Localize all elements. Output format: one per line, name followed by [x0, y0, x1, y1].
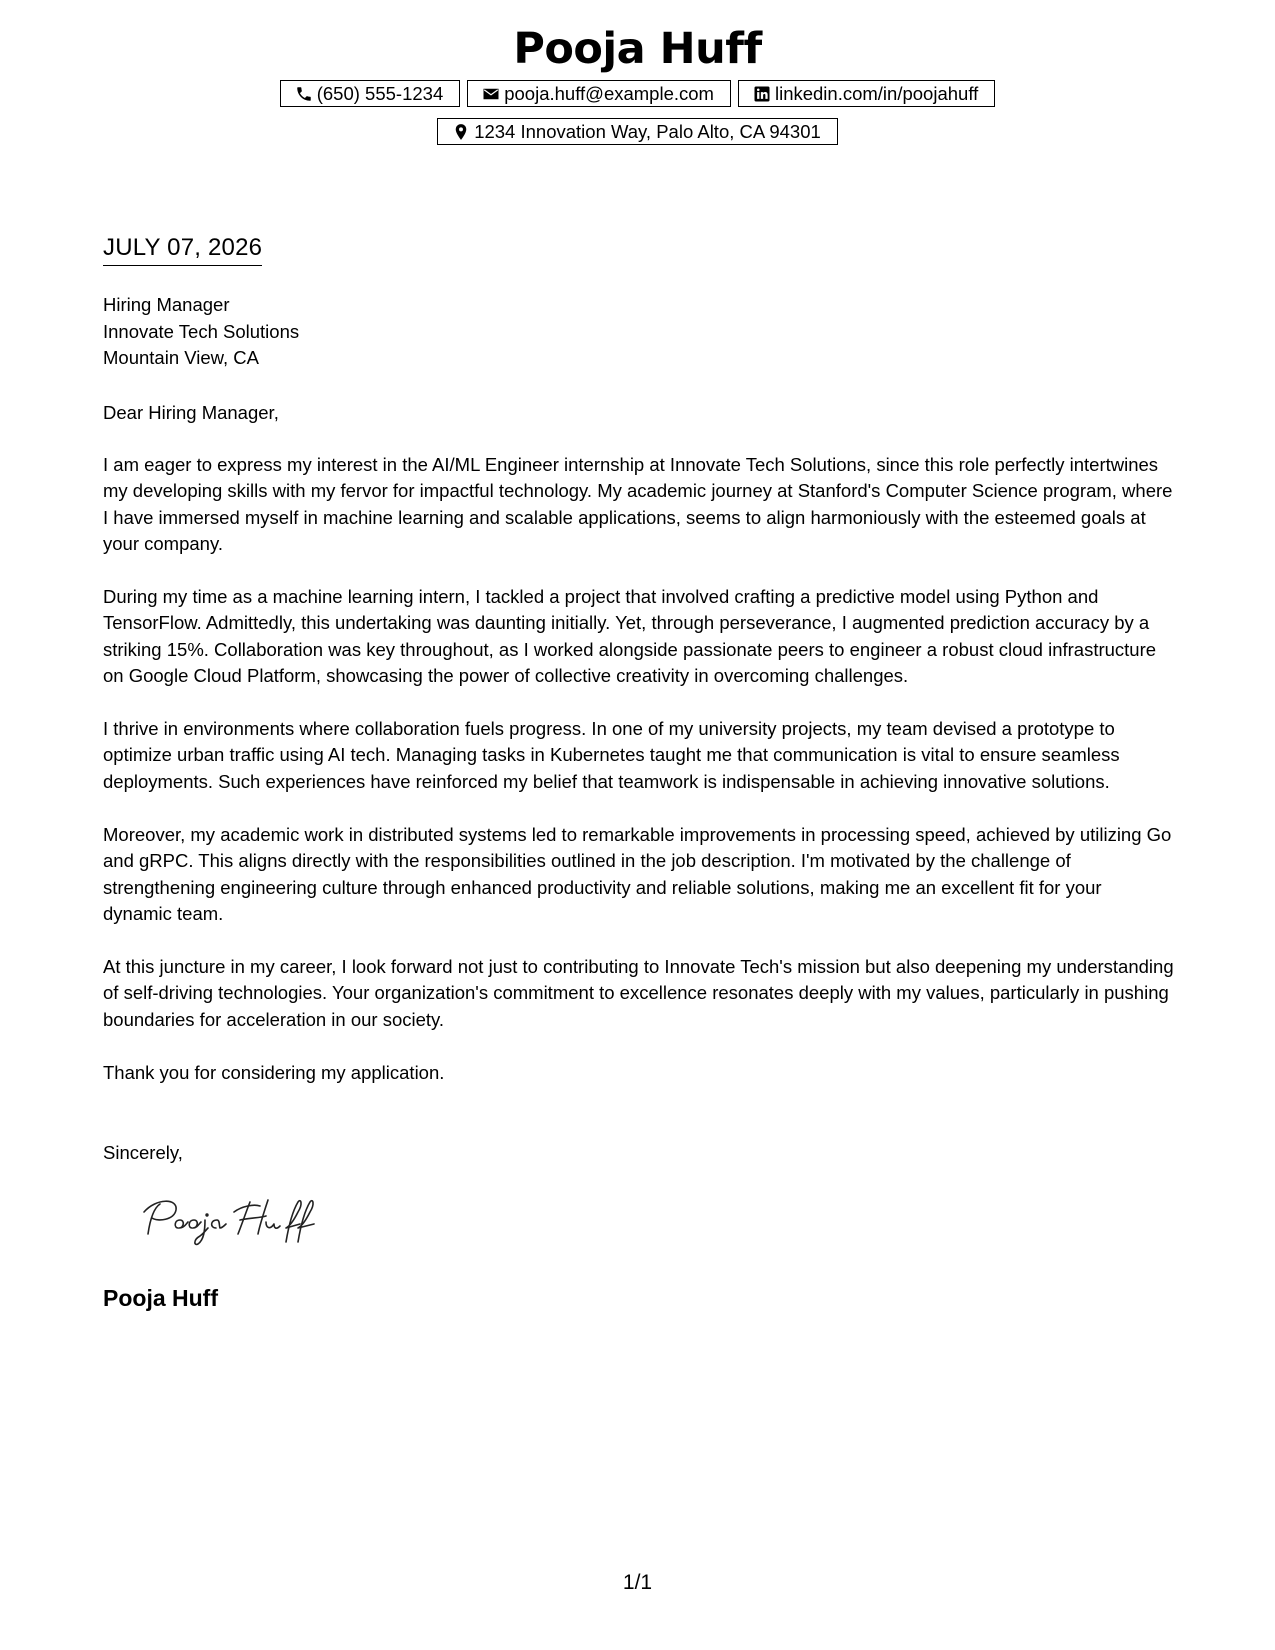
phone-contact [280, 80, 461, 107]
recipient-title: Hiring Manager [103, 294, 230, 315]
page-number: 1/1 [622, 1571, 653, 1594]
body-paragraph: During my time as a machine learning intern, I tackled a project that involved crafting a predictive model using Python and TensorFlow. Admittedly, this undertaking was daunting initially. Yet, through perseverance, I augmented prediction accuracy by a striking 15%. Collaboration was key throughout, as I worked alongside passionate peers to engineer a robust cloud infrastructure on Google Cloud Platform, showcasing the power of collective creativity in overcoming challenges. [103, 586, 1157, 687]
contact-row [0, 118, 1275, 145]
body-paragraph: Thank you for considering my application. [103, 1062, 445, 1083]
closing: Sincerely, [103, 1142, 183, 1163]
handwritten-signature [138, 1190, 338, 1250]
body-paragraph: I am eager to express my interest in the AI/ML Engineer internship at Innovate Tech Solutions, since this role perfectly intertwines my developing skills with my fervor for impactful technology. My academic journey at Stanford's Computer Science program, where I have immersed myself in machine learning and scalable applications, seems to align harmoniously with the esteemed goals at your company. [103, 454, 1173, 555]
linkedin-text: linkedin.com/in/poojahuff [774, 83, 979, 104]
phone-icon [294, 84, 314, 104]
body-paragraph: I thrive in environments where collaboration fuels progress. In one of my university projects, my team devised a prototype to optimize urban traffic using AI tech. Managing tasks in Kubernetes taught me that communication is vital to ensure seamless deployments. Such experiences have reinforced my belief that teamwork is indispensable in achieving innovative solutions. [103, 718, 1120, 792]
phone-text: (650) 555-1234 [316, 83, 444, 104]
email-contact [467, 80, 731, 107]
letter-date: JULY 07, 2026 [103, 233, 262, 266]
recipient-location: Mountain View, CA [103, 347, 259, 368]
recipient-block [103, 292, 299, 372]
body-paragraph: At this juncture in my career, I look forward not just to contributing to Innovate Tech's mission but also deepening my understanding of self-driving technologies. Your organization's commitment to excellence resonates deeply with my values, particularly in pushing boundaries for acceleration in our society. [103, 956, 1174, 1030]
linkedin-icon [752, 84, 772, 104]
email-text: pooja.huff@example.com [504, 83, 714, 104]
contact-row [0, 80, 1275, 107]
address-contact [437, 118, 838, 145]
body-paragraph: Moreover, my academic work in distributed systems led to remarkable improvements in processing speed, achieved by utilizing Go and gRPC. This aligns directly with the responsibilities outlined in the job description. I'm motivated by the challenge of strengthening engineering culture through enhanced productivity and reliable solutions, making me an excellent fit for your dynamic team. [103, 824, 1172, 925]
signer-name: Pooja Huff [103, 1285, 218, 1311]
recipient-company: Innovate Tech Solutions [103, 320, 300, 342]
map-pin-icon [451, 122, 471, 142]
salutation: Dear Hiring Manager, [103, 402, 279, 423]
linkedin-contact [738, 80, 995, 107]
address-text: 1234 Innovation Way, Palo Alto, CA 94301 [474, 121, 821, 142]
envelope-icon [481, 84, 501, 104]
applicant-name: Pooja Huff [513, 24, 762, 74]
